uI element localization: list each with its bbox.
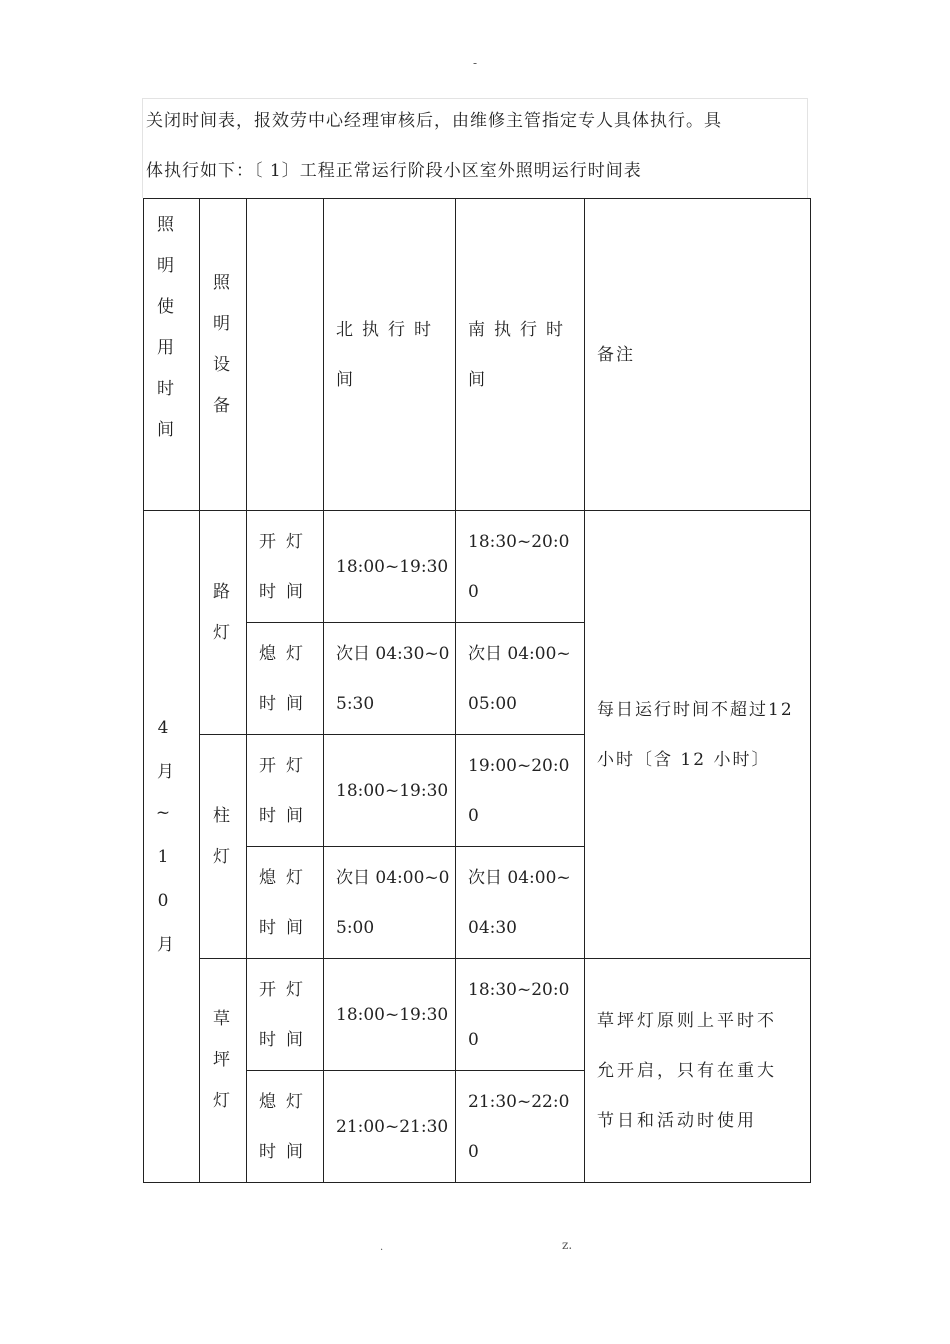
south-time: 19:00~20:00 — [456, 735, 585, 847]
intro-line-2: 体执行如下：〔 1〕工程正常运行阶段小区室外照明运行时间表 — [146, 161, 642, 181]
north-time: 次日 04:30~05:30 — [324, 623, 456, 735]
table-header-row — [144, 199, 811, 511]
table-row — [144, 959, 811, 1071]
south-time: 次日 04:00~05:00 — [456, 623, 585, 735]
row-type: 开灯时间 — [247, 735, 324, 847]
row-type: 熄灯时间 — [247, 1071, 324, 1183]
page-header-mark: - — [472, 56, 478, 70]
header-device: 照明设备 — [200, 199, 247, 511]
north-time: 18:00~19:30 — [324, 959, 456, 1071]
table-row — [144, 511, 811, 623]
north-time: 18:00~19:30 — [324, 511, 456, 623]
note-daily: 每日运行时间不超过12 小时〔含 12 小时〕 — [585, 511, 811, 959]
header-note: 备注 — [585, 199, 811, 511]
header-south-time: 南执行时间 — [456, 199, 585, 511]
south-time: 21:30~22:00 — [456, 1071, 585, 1183]
note-lawn: 草坪灯原则上平时不允开启，只有在重大节日和活动时使用 — [585, 959, 811, 1183]
north-time: 18:00~19:30 — [324, 735, 456, 847]
row-type: 开灯时间 — [247, 959, 324, 1071]
south-time: 18:30~20:00 — [456, 511, 585, 623]
device-cell-post-lamp: 柱灯 — [200, 735, 247, 959]
header-usage-time: 照明使用时间 — [144, 199, 200, 511]
south-time: 18:30~20:00 — [456, 959, 585, 1071]
lighting-schedule-table — [143, 198, 811, 1183]
north-time: 次日 04:00~05:00 — [324, 847, 456, 959]
period-cell: 4月~10月 — [144, 511, 200, 1183]
row-type: 开灯时间 — [247, 511, 324, 623]
header-north-time: 北执行时间 — [324, 199, 456, 511]
device-cell-lawn-lamp: 草坪灯 — [200, 959, 247, 1183]
footer-dot: . — [380, 1242, 384, 1253]
row-type: 熄灯时间 — [247, 623, 324, 735]
north-time: 21:00~21:30 — [324, 1071, 456, 1183]
south-time: 次日 04:00~04:30 — [456, 847, 585, 959]
footer-z: z. — [562, 1238, 573, 1252]
header-empty — [247, 199, 324, 511]
row-type: 熄灯时间 — [247, 847, 324, 959]
intro-line-1: 关闭时间表，报效劳中心经理审核后，由维修主管指定专人具体执行。具 — [146, 111, 722, 131]
device-cell-road-lamp: 路灯 — [200, 511, 247, 735]
